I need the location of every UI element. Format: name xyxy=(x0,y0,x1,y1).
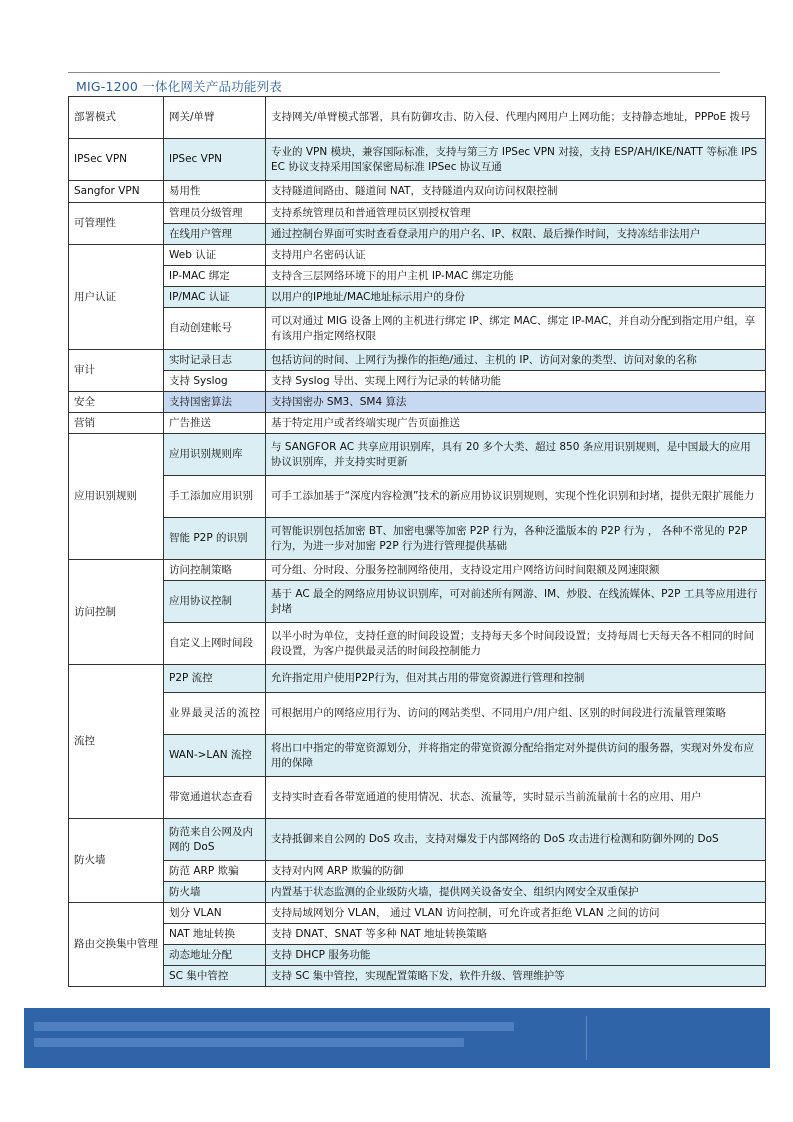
feature-cell: 划分 VLAN xyxy=(164,903,266,924)
category-cell: 访问控制 xyxy=(69,560,164,665)
category-cell: 可管理性 xyxy=(69,203,164,245)
feature-cell: 易用性 xyxy=(164,181,266,203)
category-cell: IPSec VPN xyxy=(69,139,164,181)
feature-cell: IPSec VPN xyxy=(164,139,266,181)
description-cell: 将出口中指定的带宽资源划分，并将指定的带宽资源分配给指定对外提供访问的服务器，实现对外发布应用的保障 xyxy=(266,735,766,777)
category-cell: 营销 xyxy=(69,413,164,434)
description-cell: 与 SANGFOR AC 共享应用识别库，具有 20 多个大类、超过 850 条应用识别规则，是中国最大的应用协议识别库，并支持实时更新 xyxy=(266,434,766,476)
feature-cell: 防火墙 xyxy=(164,882,266,903)
category-cell: 路由交换集中管理 xyxy=(69,903,164,987)
description-cell: 支持系统管理员和普通管理员区别授权管理 xyxy=(266,203,766,224)
category-cell: 应用识别规则 xyxy=(69,434,164,560)
category-cell: 流控 xyxy=(69,665,164,819)
feature-cell: 智能 P2P 的识别 xyxy=(164,518,266,560)
feature-cell: 自动创建帐号 xyxy=(164,308,266,350)
description-cell: 可手工添加基于“深度内容检测”技术的新应用协议识别规则，实现个性化识别和封堵，提供无限扩展能力 xyxy=(266,476,766,518)
feature-cell: 实时记录日志 xyxy=(164,350,266,371)
description-cell: 支持对内网 ARP 欺骗的防御 xyxy=(266,861,766,882)
description-cell: 可分组、分时段、分服务控制网络使用，支持设定用户网络访问时间限额及网速限额 xyxy=(266,560,766,581)
description-cell: 包括访问的时间、上网行为操作的拒绝/通过、主机的 IP、访问对象的类型、访问对象的名称 xyxy=(266,350,766,371)
description-cell: 可智能识别包括加密 BT、加密电骡等加密 P2P 行为，各种泛滥版本的 P2P 行为 ， 各种不常见的 P2P 行为，为进一步对加密 P2P 行为进行管理提供基础 xyxy=(266,518,766,560)
footer-divider xyxy=(586,1016,587,1060)
feature-cell: WAN->LAN 流控 xyxy=(164,735,266,777)
description-cell: 支持 Syslog 导出、实现上网行为记录的转储功能 xyxy=(266,371,766,392)
category-cell: 防火墙 xyxy=(69,819,164,903)
description-cell: 专业的 VPN 模块，兼容国际标准，支持与第三方 IPSec VPN 对接，支持 ESP/AH/IKE/NATT 等标准 IPSEC 协议支持采用国家保密局标准 IPSec 协议互通 xyxy=(266,139,766,181)
description-cell: 支持实时查看各带宽通道的使用情况、状态、流量等，实时显示当前流量前十名的应用、用户 xyxy=(266,777,766,819)
category-cell: 安全 xyxy=(69,392,164,413)
description-cell: 以用户的IP地址/MAC地址标示用户的身份 xyxy=(266,287,766,308)
feature-cell: NAT 地址转换 xyxy=(164,924,266,945)
feature-cell: 手工添加应用识别 xyxy=(164,476,266,518)
description-cell: 以半小时为单位，支持任意的时间段设置；支持每天多个时间段设置；支持每周七天每天各不相同的时间 段设置，为客户提供最灵活的时间段控制能力 xyxy=(266,623,766,665)
feature-cell: 广告推送 xyxy=(164,413,266,434)
feature-cell: 防范 ARP 欺骗 xyxy=(164,861,266,882)
feature-cell: 访问控制策略 xyxy=(164,560,266,581)
feature-cell: SC 集中管控 xyxy=(164,966,266,987)
feature-cell: 在线用户管理 xyxy=(164,224,266,245)
description-cell: 支持 DNAT、SNAT 等多种 NAT 地址转换策略 xyxy=(266,924,766,945)
description-cell: 支持隧道间路由、隧道间 NAT，支持隧道内双向访问权限控制 xyxy=(266,181,766,203)
description-cell: 可根据用户的网络应用行为、访问的网站类型、不同用户/用户组、区别的时间段进行流量管理策略 xyxy=(266,693,766,735)
description-cell: 支持含三层网络环境下的用户主机 IP-MAC 绑定功能 xyxy=(266,266,766,287)
top-rule xyxy=(68,72,720,73)
description-cell: 支持用户名密码认证 xyxy=(266,245,766,266)
description-cell: 支持网关/单臂模式部署，具有防御攻击、防入侵、代理内网用户上网功能；支持静态地址，PPPoE 拨号 xyxy=(266,97,766,139)
category-cell: 审计 xyxy=(69,350,164,392)
feature-cell: 应用协议控制 xyxy=(164,581,266,623)
description-cell: 可以对通过 MIG 设备上网的主机进行绑定 IP、绑定 MAC、绑定 IP-MAC，并自动分配到指定用户组，享有该用户指定网络权限 xyxy=(266,308,766,350)
description-cell: 基于 AC 最全的网络应用协议识别库，可对前述所有网游、IM、炒股、在线流媒体、P2P 工具等应用进行封堵 xyxy=(266,581,766,623)
description-cell: 基于特定用户或者终端实现广告页面推送 xyxy=(266,413,766,434)
feature-cell: 自定义上网时间段 xyxy=(164,623,266,665)
category-cell: 用户认证 xyxy=(69,245,164,350)
category-cell: 部署模式 xyxy=(69,97,164,139)
footer-banner xyxy=(24,1008,770,1068)
feature-cell: P2P 流控 xyxy=(164,665,266,693)
feature-cell: 网关/单臂 xyxy=(164,97,266,139)
feature-table xyxy=(68,96,766,987)
feature-cell: 支持国密算法 xyxy=(164,392,266,413)
feature-cell: 应用识别规则库 xyxy=(164,434,266,476)
feature-cell: 动态地址分配 xyxy=(164,945,266,966)
footer-faded-text-line xyxy=(34,1038,464,1047)
feature-cell: 业界最灵活的流控 xyxy=(164,693,266,735)
description-cell: 支持国密办 SM3、SM4 算法 xyxy=(266,392,766,413)
footer-faded-text-line xyxy=(34,1022,514,1031)
feature-cell: 防范来自公网及内网的 DoS xyxy=(164,819,266,861)
category-cell: Sangfor VPN xyxy=(69,181,164,203)
feature-cell: Web 认证 xyxy=(164,245,266,266)
description-cell: 支持 SC 集中管控，实现配置策略下发，软件升级、管理维护等 xyxy=(266,966,766,987)
feature-cell: 管理员分级管理 xyxy=(164,203,266,224)
feature-cell: IP/MAC 认证 xyxy=(164,287,266,308)
description-cell: 内置基于状态监测的企业级防火墙，提供网关设备安全、组织内网安全双重保护 xyxy=(266,882,766,903)
page-title: MIG-1200 一体化网关产品功能列表 xyxy=(76,79,282,94)
feature-cell: 支持 Syslog xyxy=(164,371,266,392)
description-cell: 支持 DHCP 服务功能 xyxy=(266,945,766,966)
description-cell: 支持局域网划分 VLAN， 通过 VLAN 访问控制，可允许或者拒绝 VLAN 之间的访问 xyxy=(266,903,766,924)
description-cell: 通过控制台界面可实时查看登录用户的用户名、IP、权限、最后操作时间，支持冻结非法用户 xyxy=(266,224,766,245)
description-cell: 支持抵御来自公网的 DoS 攻击，支持对爆发于内部网络的 DoS 攻击进行检测和防御外网的 DoS xyxy=(266,819,766,861)
description-cell: 允许指定用户使用P2P行为，但对其占用的带宽资源进行管理和控制 xyxy=(266,665,766,693)
feature-cell: 带宽通道状态查看 xyxy=(164,777,266,819)
feature-cell: IP-MAC 绑定 xyxy=(164,266,266,287)
